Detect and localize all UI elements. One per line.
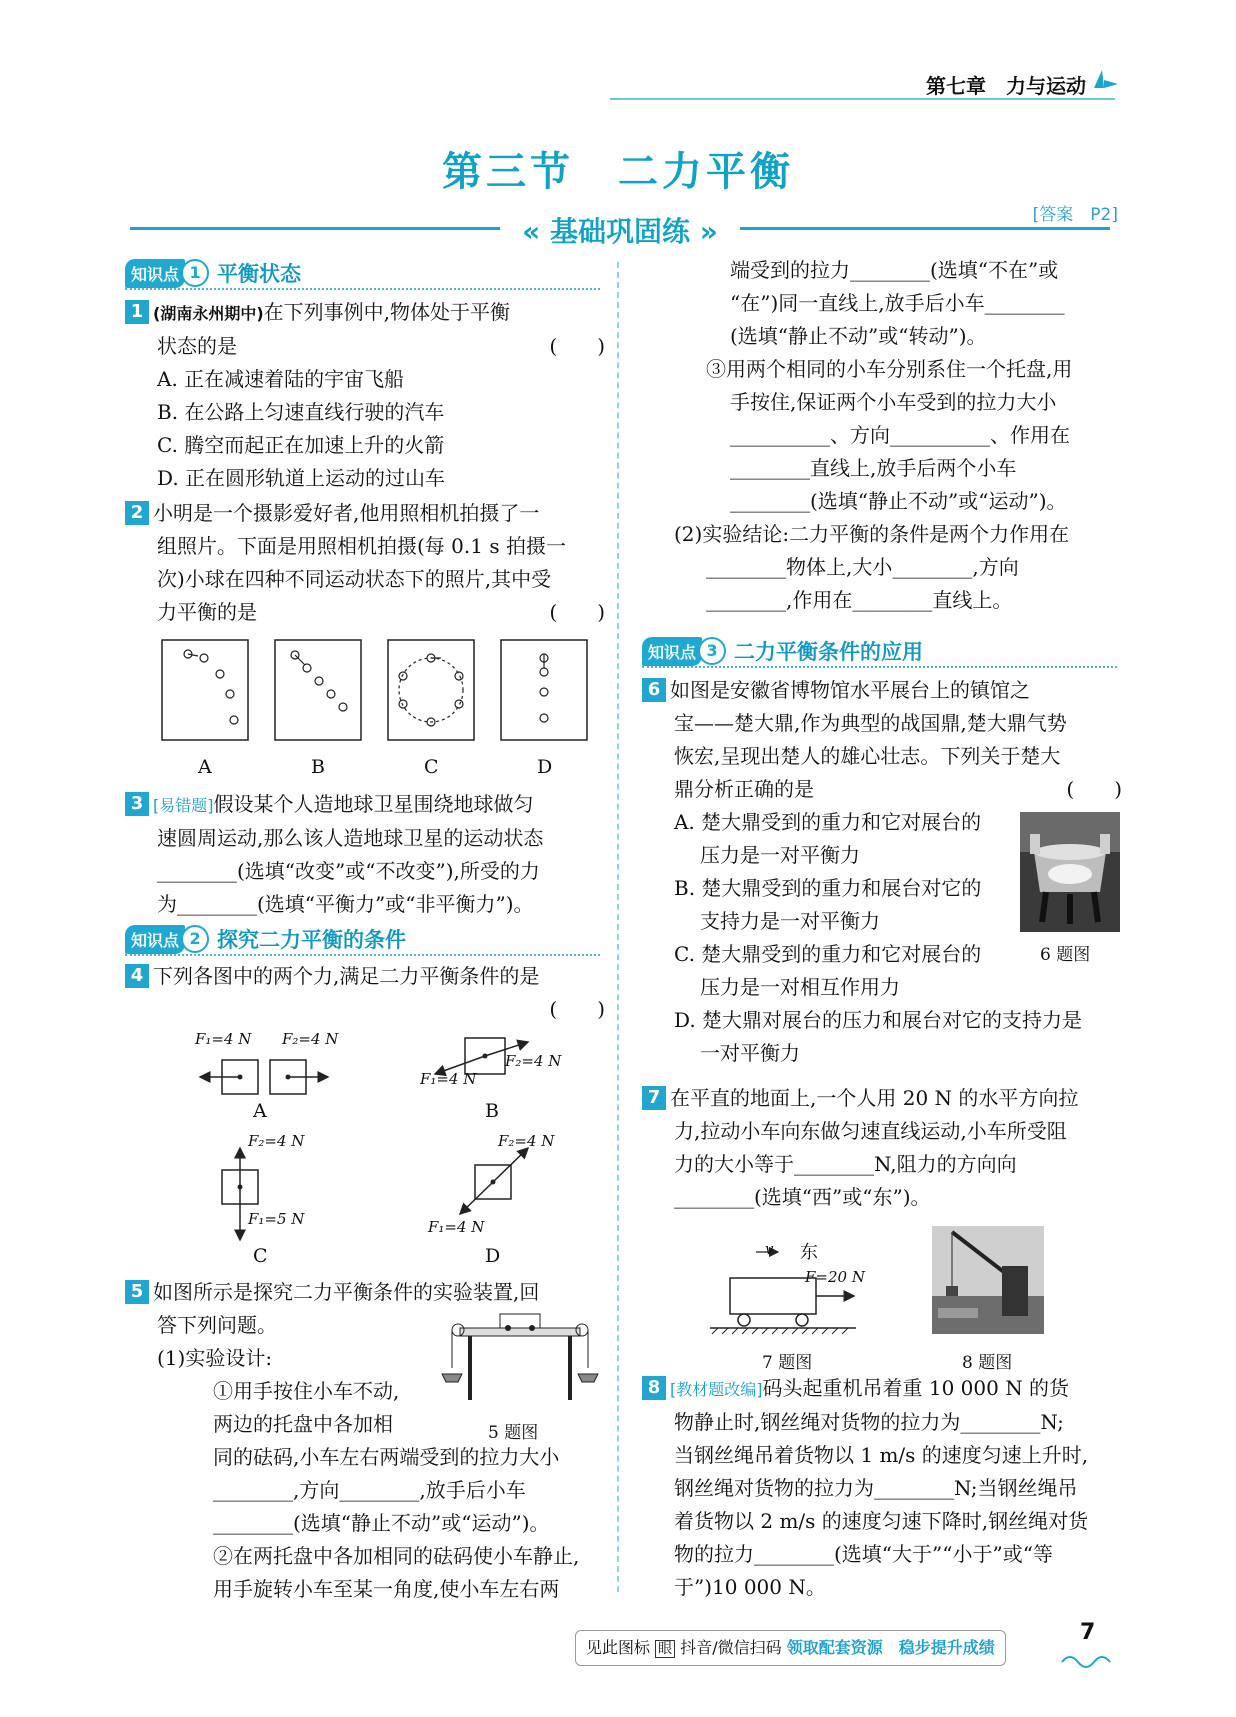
question-stem: ①用手按住小车不动, [213, 1379, 400, 1403]
question-stem: ③用两个相同的小车分别系住一个托盘,用 [706, 357, 1073, 381]
question-number: 3 [125, 792, 149, 816]
q6-bronze-ding-photo [1020, 812, 1120, 932]
column-divider [617, 262, 619, 1592]
question-stem: (2)实验结论:二力平衡的条件是两个力作用在 [674, 522, 1070, 546]
q4-a-f1: F₁=4 N [195, 1030, 252, 1048]
question-stem: 力平衡的是 [157, 600, 257, 624]
question-stem: 着货物以 2 m/s 的速度匀速下降时,钢丝绳对货 [674, 1509, 1089, 1533]
question-stem: 端受到的拉力________(选填“不在”或 [730, 258, 1059, 282]
question-stem: 状态的是 [157, 334, 237, 358]
q4-label-b: B [485, 1100, 499, 1122]
question-number: 4 [125, 964, 149, 988]
question-7 [642, 1082, 1122, 1214]
option-a: A. 楚大鼎受到的重力和它对展台的 [674, 810, 982, 834]
q5-caption: 5 题图 [488, 1423, 539, 1443]
q8-crane-photo [932, 1226, 1044, 1334]
question-stem: 力,拉动小车向东做匀速直线运动,小车所受阻 [674, 1119, 1067, 1143]
kp-tag: 知识点 [125, 925, 185, 954]
question-stem: 小明是一个摄影爱好者,他用照相机拍摄了一 [153, 501, 540, 525]
q7-velocity-label: v [765, 1240, 774, 1258]
knowledge-point-2 [125, 924, 600, 954]
question-badge: [易错题] [153, 796, 214, 815]
q7-east-label: 东 [800, 1242, 818, 1263]
question-stem: 钢丝绳对货物的拉力为________N;当钢丝绳吊 [674, 1476, 1078, 1500]
question-stem: 用手旋转小车至某一角度,使小车左右两 [213, 1577, 560, 1601]
answer-paren: ( ) [549, 334, 605, 358]
option-b-cont: 支持力是一对平衡力 [700, 909, 880, 933]
kp-tag: 知识点 [125, 259, 185, 288]
kp-num: 3 [698, 637, 726, 665]
question-stem: 如图所示是探究二力平衡条件的实验装置,回 [153, 1280, 540, 1304]
q2-label-d: D [537, 756, 553, 778]
question-3 [125, 788, 605, 921]
wave-decoration-icon [1060, 1650, 1120, 1670]
option-d-cont: 一对平衡力 [700, 1041, 800, 1065]
footer-text: 见此图标 [586, 1638, 651, 1657]
q2-photo-strip [160, 638, 620, 758]
question-stem: 在平直的地面上,一个人用 20 N 的水平方向拉 [670, 1086, 1079, 1110]
q2-label-c: C [424, 756, 439, 778]
q2-label-a: A [198, 756, 212, 778]
section-band [130, 210, 1110, 246]
q4-label-a: A [253, 1100, 267, 1122]
question-stem: 如图是安徽省博物馆水平展台上的镇馆之 [670, 678, 1030, 702]
question-stem: 码头起重机吊着重 10 000 N 的货 [762, 1376, 1070, 1400]
q4-d-f1: F₁=4 N [428, 1218, 485, 1236]
question-stem: 于”)10 000 N。 [674, 1575, 826, 1599]
header-rule [610, 98, 1115, 100]
question-number: 7 [642, 1086, 666, 1110]
answer-paren: ( ) [549, 600, 605, 624]
question-stem: 力的大小等于________N,阻力的方向向 [674, 1152, 1017, 1176]
question-number: 8 [642, 1376, 666, 1400]
question-number: 2 [125, 501, 149, 525]
question-stem: 当钢丝绳吊着货物以 1 m/s 的速度匀速上升时, [674, 1443, 1089, 1467]
option-c: C. 楚大鼎受到的重力和它对展台的 [674, 942, 982, 966]
q4-c-f2: F₂=4 N [248, 1132, 305, 1150]
knowledge-point-3 [642, 636, 1117, 666]
kp-title: 平衡状态 [217, 262, 302, 286]
footer-highlight: 领取配套资源 稳步提升成绩 [786, 1638, 995, 1657]
question-stem: 下列各图中的两个力,满足二力平衡条件的是 [153, 964, 540, 988]
q7-force-label: F=20 N [805, 1268, 865, 1286]
question-stem: ________物体上,大小________,方向 [706, 555, 1019, 579]
kp-num: 2 [181, 925, 209, 953]
question-stem: 宝——楚大鼎,作为典型的战国鼎,楚大鼎气势 [674, 711, 1067, 735]
q7-cart-figure [706, 1240, 876, 1340]
eye-icon: 眼 [655, 1640, 675, 1658]
question-4 [125, 960, 605, 1026]
option-c-cont: 压力是一对相互作用力 [700, 975, 900, 999]
question-badge: [教材题改编] [670, 1380, 763, 1399]
q4-b-f2: F₂=4 N [505, 1052, 562, 1070]
kp-title: 二力平衡条件的应用 [734, 640, 924, 664]
question-stem: ________直线上,放手后两个小车 [730, 456, 1017, 480]
question-stem: (1)实验设计: [157, 1346, 273, 1370]
question-stem: 为________(选填“平衡力”或“非平衡力”)。 [157, 892, 534, 916]
question-stem: 次)小球在四种不同运动状态下的照片,其中受 [157, 567, 552, 591]
question-stem: 手按住,保证两个小车受到的拉力大小 [730, 390, 1057, 414]
question-number: 5 [125, 1280, 149, 1304]
q7-caption: 7 题图 [762, 1353, 813, 1373]
q4-c-f1: F₁=5 N [248, 1210, 305, 1228]
page-number: 7 [1080, 1620, 1096, 1645]
question-stem: 速圆周运动,那么该人造地球卫星的运动状态 [157, 826, 544, 850]
kp-tag: 知识点 [642, 637, 702, 666]
question-number: 6 [642, 678, 666, 702]
kp-num: 1 [181, 259, 209, 287]
option-d: D. 楚大鼎对展台的压力和展台对它的支持力是 [674, 1008, 1083, 1032]
q2-figures [160, 638, 620, 758]
kp-title: 探究二力平衡的条件 [217, 928, 407, 952]
question-stem: ________(选填“静止不动”或“运动”)。 [213, 1511, 550, 1535]
question-2 [125, 497, 605, 629]
question-stem: __________、方向__________、作用在 [730, 423, 1070, 447]
knowledge-point-1 [125, 258, 600, 288]
section-band-label: « 基础巩固练 » [500, 210, 740, 250]
question-stem: “在”)同一直线上,放手后小车________ [730, 291, 1065, 315]
q4-d-f2: F₂=4 N [498, 1132, 555, 1150]
question-stem: ________,作用在________直线上。 [706, 588, 1013, 612]
question-stem: 组照片。下面是用照相机拍摄(每 0.1 s 拍摄一 [157, 534, 566, 558]
question-stem: 鼎分析正确的是 [674, 777, 814, 801]
footer-text: 抖音/微信扫码 [680, 1638, 782, 1657]
question-stem: ________(选填“改变”或“不改变”),所受的力 [157, 859, 540, 883]
option-d: D. 正在圆形轨道上运动的过山车 [157, 466, 446, 490]
answer-paren: ( ) [549, 997, 605, 1021]
question-stem: ________,方向________,放手后小车 [213, 1478, 526, 1502]
question-8 [642, 1372, 1122, 1604]
question-stem: 在下列事例中,物体处于平衡 [263, 300, 510, 324]
option-a: A. 正在减速着陆的宇宙飞船 [157, 367, 405, 391]
chapter-title: 第七章 力与运动 [926, 74, 1086, 98]
option-a-cont: 压力是一对平衡力 [700, 843, 860, 867]
question-stem: 两边的托盘中各加相 [213, 1412, 393, 1436]
q6-caption: 6 题图 [1040, 945, 1091, 965]
answer-ref: [答案 P2] [1032, 205, 1118, 225]
question-stem: ②在两托盘中各加相同的砝码使小车静止, [213, 1544, 580, 1568]
page-title: 第三节 二力平衡 [442, 149, 794, 195]
question-stem: 答下列问题。 [157, 1313, 277, 1337]
question-1 [125, 296, 605, 495]
question-stem: 同的砝码,小车左右两端受到的拉力大小 [213, 1445, 560, 1469]
option-b: B. 楚大鼎受到的重力和展台对它的 [674, 876, 982, 900]
chapter-logo-icon [1090, 66, 1120, 94]
question-source: (湖南永州期中) [153, 304, 264, 323]
question-stem: 物的拉力________(选填“大于”“小于”或“等 [674, 1542, 1053, 1566]
q4-b-f1: F₁=4 N [420, 1070, 477, 1088]
question-stem: (选填“静止不动”或“转动”)。 [730, 324, 987, 348]
q5-apparatus-figure [430, 1308, 610, 1404]
question-stem: ________(选填“西”或“东”)。 [674, 1185, 931, 1209]
q4-a-f2: F₂=4 N [282, 1030, 339, 1048]
question-stem: 假设某个人造地球卫星围绕地球做匀 [213, 792, 534, 816]
option-c: C. 腾空而起正在加速上升的火箭 [157, 433, 445, 457]
answer-paren: ( ) [1066, 777, 1122, 801]
question-stem: ________(选填“静止不动”或“运动”)。 [730, 489, 1067, 513]
question-5-continued [642, 254, 1122, 617]
q2-label-b: B [311, 756, 325, 778]
q4-label-c: C [253, 1245, 268, 1267]
question-stem: 物静止时,钢丝绳对货物的拉力为________N; [674, 1410, 1064, 1434]
q4-label-d: D [485, 1245, 501, 1267]
question-stem: 恢宏,呈现出楚人的雄心壮志。下列关于楚大 [674, 744, 1061, 768]
question-number: 1 [125, 300, 149, 324]
footer-banner [575, 1630, 1006, 1666]
option-b: B. 在公路上匀速直线行驶的汽车 [157, 400, 445, 424]
q8-figure-caption: 8 题图 [962, 1353, 1013, 1373]
